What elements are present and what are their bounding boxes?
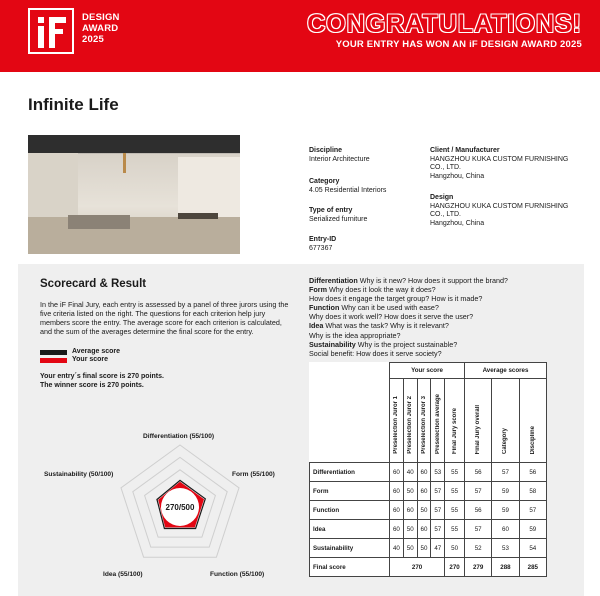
- score-cell: 55: [445, 520, 465, 539]
- score-cell: 60: [390, 520, 404, 539]
- entry-photo: [28, 135, 240, 254]
- score-cell: 47: [431, 539, 445, 558]
- score-cell: 60: [417, 482, 431, 501]
- table-row: [310, 463, 547, 482]
- final-score-text: Your entry´s final score is 270 points. The winner score is 270 points.: [40, 373, 164, 389]
- award-subhead: YOUR ENTRY HAS WON AN iF DESIGN AWARD 2025: [335, 39, 582, 50]
- row-label: Sustainability: [310, 539, 390, 558]
- score-cell: 55: [445, 501, 465, 520]
- column-header: Final Jury overall: [465, 379, 492, 463]
- row-label: Differentiation: [310, 463, 390, 482]
- score-cell: 58: [519, 482, 546, 501]
- final-category-average: 288: [492, 558, 519, 577]
- score-cell: 57: [431, 520, 445, 539]
- final-preselection-score: 270: [390, 558, 445, 577]
- score-cell: 40: [403, 463, 417, 482]
- score-table: [309, 362, 547, 577]
- final-jury-score: 270: [445, 558, 465, 577]
- score-cell: 57: [519, 501, 546, 520]
- score-cell: 60: [403, 501, 417, 520]
- score-cell: 55: [445, 463, 465, 482]
- scorecard-description: In the iF Final Jury, each entry is assessed by a panel of three jurors using the five criteria listed on the right. The questions for each criterion help jury members score the entry. The average score for each criterion is calculated, and the sum of the averages determine the final score for the entry.: [40, 300, 289, 336]
- row-label: Form: [310, 482, 390, 501]
- final-score-label: Final score: [310, 558, 390, 577]
- your-score-legend-label: Your score: [72, 356, 109, 363]
- score-cell: 55: [445, 482, 465, 501]
- score-cell: 40: [390, 539, 404, 558]
- table-row: [310, 520, 547, 539]
- award-banner: [0, 0, 600, 72]
- entry-id-block: Entry-ID 677367: [309, 236, 337, 252]
- score-cell: 60: [390, 482, 404, 501]
- if-logo: [28, 8, 74, 54]
- category-block: Category 4.05 Residential Interiors: [309, 178, 387, 194]
- discipline-block: Discipline Interior Architecture: [309, 147, 370, 163]
- score-cell: 57: [431, 482, 445, 501]
- column-header: Final Jury score: [445, 379, 465, 463]
- radar-svg: [40, 425, 300, 590]
- final-discipline-average: 285: [519, 558, 546, 577]
- score-cell: 57: [465, 520, 492, 539]
- score-cell: 50: [403, 482, 417, 501]
- table-row: [310, 539, 547, 558]
- score-cell: 50: [445, 539, 465, 558]
- score-cell: 59: [519, 520, 546, 539]
- score-cell: 56: [465, 463, 492, 482]
- score-cell: 60: [417, 463, 431, 482]
- client-block: Client / Manufacturer HANGZHOU KUKA CUSTOM FURNISHING CO., LTD. Hangzhou, China: [430, 147, 569, 180]
- final-overall-average: 279: [465, 558, 492, 577]
- column-header: Category: [492, 379, 519, 463]
- score-cell: 60: [390, 501, 404, 520]
- table-row: [310, 482, 547, 501]
- design-block: Design HANGZHOU KUKA CUSTOM FURNISHING CO., LTD. Hangzhou, China: [430, 194, 569, 227]
- congratulations-heading: CONGRATULATIONS!: [307, 10, 582, 38]
- entry-type-block: Type of entry Serialized furniture: [309, 207, 368, 223]
- your-score-legend-swatch: [40, 358, 67, 363]
- your-score-header: Your score: [390, 363, 465, 379]
- score-cell: 56: [465, 501, 492, 520]
- score-cell: 60: [492, 520, 519, 539]
- column-header: Preselection Juror 2: [403, 379, 417, 463]
- score-cell: 53: [492, 539, 519, 558]
- average-legend-label: Average score: [72, 348, 120, 355]
- row-label: Idea: [310, 520, 390, 539]
- scorecard-title: Scorecard & Result: [40, 278, 147, 290]
- radar-label-idea: Idea (55/100): [103, 571, 143, 578]
- award-label: DESIGN AWARD 2025: [82, 12, 120, 45]
- radar-label-differentiation: Differentiation (55/100): [143, 433, 215, 440]
- score-cell: 56: [519, 463, 546, 482]
- column-header: Preselection Juror 1: [390, 379, 404, 463]
- score-cell: 53: [431, 463, 445, 482]
- average-legend-swatch: [40, 350, 67, 355]
- column-header: Discipline: [519, 379, 546, 463]
- column-header: Preselection Juror 3: [417, 379, 431, 463]
- average-scores-header: Average scores: [465, 363, 547, 379]
- row-label: Function: [310, 501, 390, 520]
- radar-label-function: Function (55/100): [210, 571, 265, 578]
- score-cell: 57: [465, 482, 492, 501]
- radar-center-label: 270/500: [165, 503, 195, 512]
- radar-chart: [40, 425, 300, 590]
- score-cell: 57: [492, 463, 519, 482]
- score-cell: 59: [492, 482, 519, 501]
- score-cell: 60: [390, 463, 404, 482]
- score-cell: 57: [431, 501, 445, 520]
- score-cell: 59: [492, 501, 519, 520]
- criteria-list: Differentiation Why is it new? How does it support the brand? Form Why does it look the way it does? How does it engage the target group? How is it made? Function Why can it be used with ease? Why does it work well? How does it serve the user? Idea What was the task? Why is it relevant? Why is the idea appropriate? Sustainability Why is the project sustainable? Social benefit: How does it serve society?: [309, 276, 508, 358]
- score-cell: 50: [417, 539, 431, 558]
- score-cell: 60: [417, 520, 431, 539]
- score-cell: 52: [465, 539, 492, 558]
- score-cell: 50: [403, 539, 417, 558]
- radar-label-sustainability: Sustainability (50/100): [44, 471, 114, 478]
- entry-title: Infinite Life: [28, 95, 119, 114]
- score-cell: 50: [403, 520, 417, 539]
- score-cell: 54: [519, 539, 546, 558]
- score-cell: 50: [417, 501, 431, 520]
- radar-label-form: Form (55/100): [232, 471, 275, 478]
- column-header: Preselection average: [431, 379, 445, 463]
- table-row: [310, 501, 547, 520]
